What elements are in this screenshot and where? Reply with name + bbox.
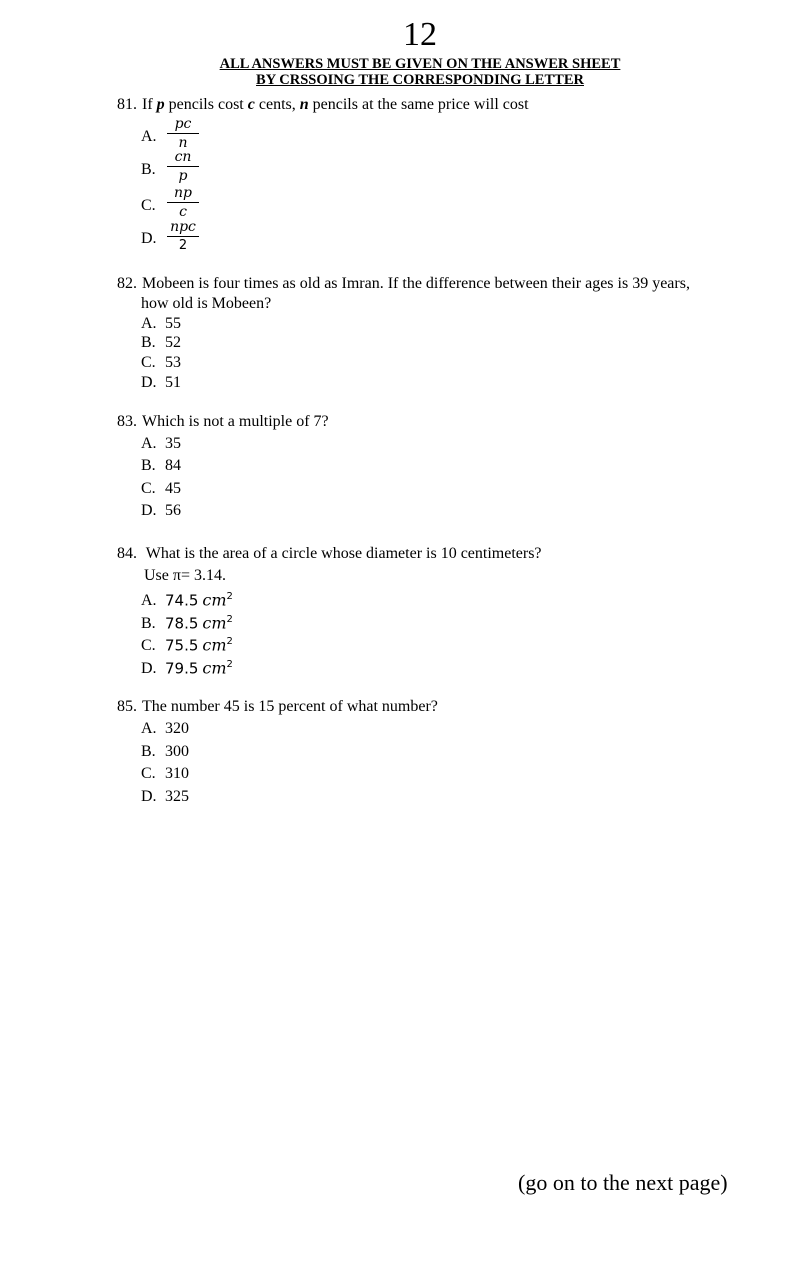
question-number: 82. [117, 275, 137, 292]
q82-option-b: B. 52 [141, 334, 181, 351]
question-83 [117, 412, 329, 432]
fraction-bar [167, 236, 199, 237]
denominator: p [178, 168, 188, 184]
fraction-bar [167, 166, 199, 167]
question-85 [117, 697, 438, 717]
q81-option-d: D. [141, 230, 157, 247]
q82-option-d: D. 51 [141, 374, 181, 391]
q81-option-a: A. [141, 128, 157, 145]
numerator: cn [174, 149, 192, 165]
q82-option-a: A. 55 [141, 315, 181, 332]
q85-option-b: B. 300 [141, 743, 189, 760]
question-number: 85. [117, 698, 137, 715]
q81-option-c-fraction [167, 185, 199, 220]
numerator: npc [170, 219, 196, 235]
q82-option-c: C. 53 [141, 354, 181, 371]
question-text: If p pencils cost c cents, n pencils at the same price will cost [142, 96, 529, 113]
question-text: What is the area of a circle whose diameter is 10 centimeters? [142, 545, 542, 562]
question-84 [117, 544, 542, 564]
question-81 [117, 95, 529, 115]
header-line-2: BY CRSSOING THE CORRESPONDING LETTER [256, 72, 584, 88]
q81-option-c: C. [141, 197, 156, 214]
question-number: 84. [117, 545, 137, 562]
question-number: 83. [117, 413, 137, 430]
page-number: 12 [403, 16, 437, 53]
fraction-bar [167, 133, 199, 134]
header-line-1: ALL ANSWERS MUST BE GIVEN ON THE ANSWER SHEET [219, 56, 621, 72]
q81-option-d-fraction [167, 219, 199, 254]
q81-option-b: B. [141, 161, 156, 178]
q84-option-c: C. 75.5 $cm^2$ [141, 635, 233, 655]
q83-option-c: C. 45 [141, 480, 181, 497]
question-text: Mobeen is four times as old as Imran. If the difference between their ages is 39 years, [142, 275, 690, 292]
instructions-header [0, 56, 800, 88]
numerator: pc [174, 116, 192, 132]
continue-note: (go on to the next page) [518, 1170, 728, 1195]
q81-option-b-fraction [167, 149, 199, 184]
question-text: The number 45 is 15 percent of what number? [142, 698, 438, 715]
q85-option-c: C. 310 [141, 765, 189, 782]
q83-option-a: A. 35 [141, 435, 181, 452]
q84-hint: Use π= 3.14. [144, 567, 226, 584]
q83-option-b: B. 84 [141, 457, 181, 474]
question-number: 81. [117, 96, 137, 113]
question-82 [117, 274, 690, 294]
question-text: Which is not a multiple of 7? [142, 413, 329, 430]
fraction-bar [167, 202, 199, 203]
q81-option-a-fraction [167, 116, 199, 151]
numerator: np [174, 185, 192, 201]
q84-option-d: D. 79.5 $cm^2$ [141, 658, 233, 678]
q85-option-d: D. 325 [141, 788, 189, 805]
q84-option-a: A. 74.5 $cm^2$ [141, 590, 233, 610]
question-82-line-2: how old is Mobeen? [141, 295, 272, 312]
q84-option-b: B. 78.5 $cm^2$ [141, 613, 233, 633]
denominator: n [178, 135, 188, 151]
q83-option-d: D. 56 [141, 502, 181, 519]
q85-option-a: A. 320 [141, 720, 189, 737]
denominator: 2 [178, 238, 188, 253]
denominator: c [179, 204, 187, 220]
